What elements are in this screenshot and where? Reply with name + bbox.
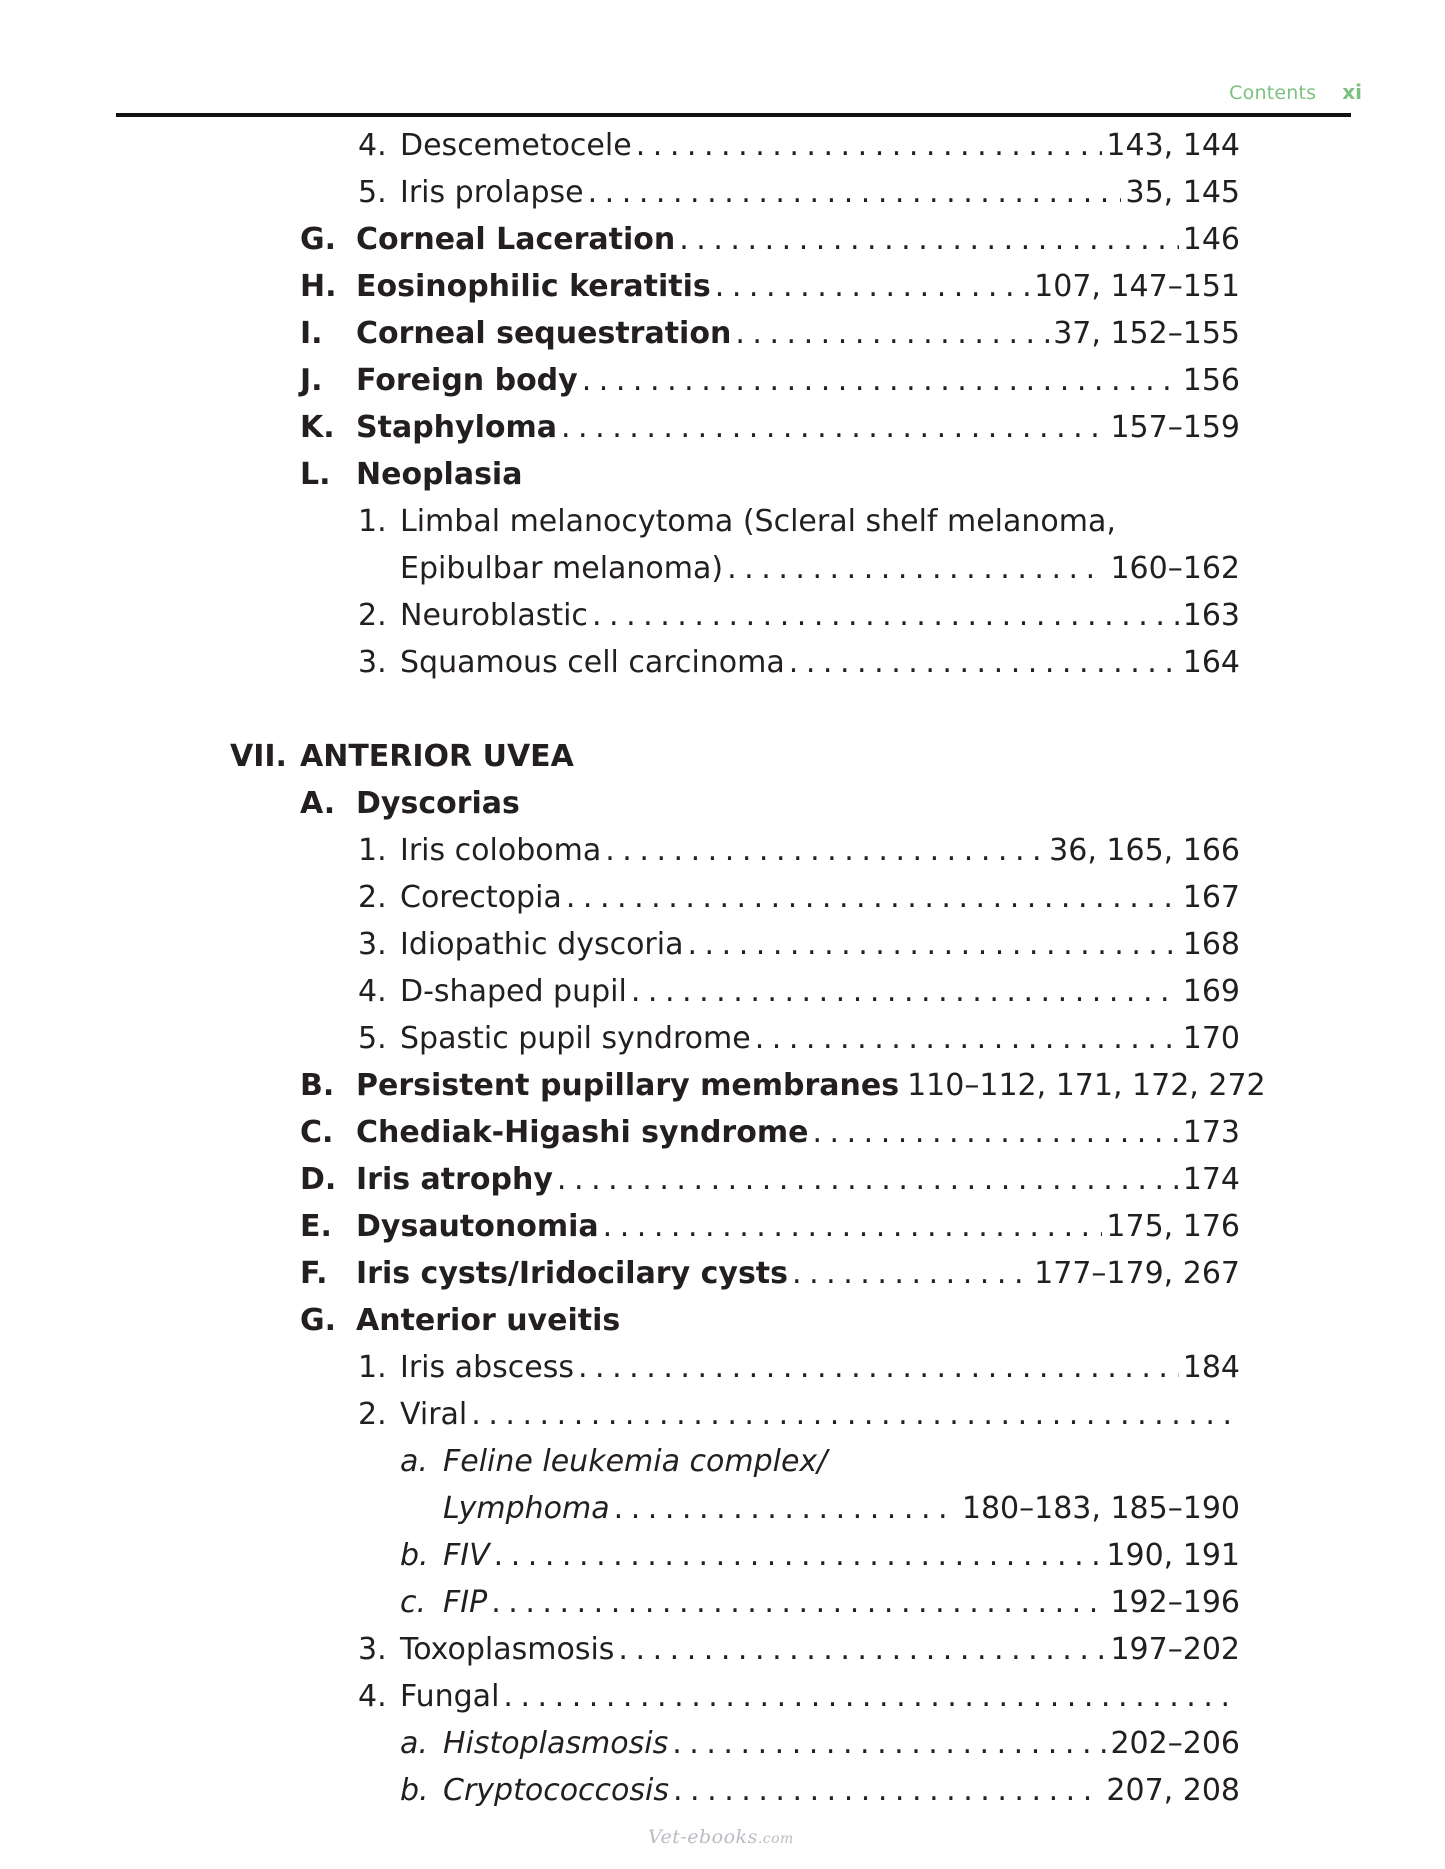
toc-entry	[358, 1674, 1240, 1720]
dot-leader	[636, 123, 1103, 169]
toc-entry-number: c.	[400, 1585, 427, 1620]
toc-entry	[300, 1157, 1240, 1203]
toc-entry-title: Iris prolapse	[400, 175, 584, 210]
toc-entry-title: Limbal melanocytoma (Scleral shelf melanoma,	[400, 504, 1116, 539]
toc-entry-title: Persistent pupillary membranes	[356, 1068, 900, 1103]
toc-entry-number: A.	[300, 786, 336, 821]
toc-entry	[300, 264, 1240, 310]
toc-entry-pages: 197–202	[1110, 1632, 1240, 1667]
toc-entry-pages: 169	[1182, 974, 1240, 1009]
toc-entry-title: FIV	[443, 1538, 490, 1573]
toc-entry-title: Neuroblastic	[400, 598, 588, 633]
toc-entry-title: Toxoplasmosis	[400, 1632, 615, 1667]
watermark-domain: .com	[757, 1831, 794, 1847]
toc-entry-number: 4.	[358, 1679, 387, 1714]
toc-entry	[400, 1439, 1240, 1485]
toc-entry	[300, 1063, 1266, 1109]
toc-entry	[358, 1392, 1240, 1438]
toc-entry-title: Eosinophilic keratitis	[356, 269, 711, 304]
toc-entry-number: 4.	[358, 974, 387, 1009]
toc-entry-title: Corneal sequestration	[356, 316, 732, 351]
toc-entry	[230, 734, 1240, 780]
toc-entry-number: D.	[300, 1162, 337, 1197]
toc-entry-pages: 164	[1182, 645, 1240, 680]
dot-leader	[715, 264, 1030, 310]
toc-entry-title: Squamous cell carcinoma	[400, 645, 785, 680]
toc-entry-title: Iris abscess	[400, 1350, 574, 1385]
toc-entry	[358, 170, 1240, 216]
toc-entry-number: L.	[300, 457, 331, 492]
dot-leader	[614, 1486, 958, 1532]
toc-entry-title: Viral	[400, 1397, 468, 1432]
dot-leader	[588, 170, 1122, 216]
toc-entry-number: 3.	[358, 927, 387, 962]
toc-entry	[400, 1768, 1240, 1814]
dot-leader	[578, 1345, 1179, 1391]
toc-entry-title: Iris cysts/Iridocilary cysts	[356, 1256, 788, 1291]
dot-leader	[603, 1204, 1103, 1250]
toc-entry-title: Corneal Laceration	[356, 222, 676, 257]
toc-entry	[358, 969, 1240, 1015]
toc-entry-pages: 192–196	[1110, 1585, 1240, 1620]
toc-entry	[400, 1721, 1240, 1767]
toc-entry-pages: 37, 152–155	[1053, 316, 1240, 351]
toc-entry	[300, 405, 1240, 451]
toc-entry-title: Dysautonomia	[356, 1209, 599, 1244]
toc-entry-pages: 170	[1182, 1021, 1240, 1056]
toc-entry-title: Corectopia	[400, 880, 562, 915]
toc-entry	[300, 1298, 1240, 1344]
toc-entry-title: Anterior uveitis	[356, 1303, 621, 1338]
toc-entry	[358, 593, 1240, 639]
toc-entry-title: Feline leukemia complex/	[443, 1444, 828, 1479]
toc-entry-pages: 163	[1182, 598, 1240, 633]
dot-leader	[503, 1674, 1236, 1720]
running-head-label: Contents	[1229, 82, 1317, 104]
toc-entry-pages: 190, 191	[1106, 1538, 1240, 1573]
toc-entry	[300, 358, 1240, 404]
toc-entry-title: D-shaped pupil	[400, 974, 627, 1009]
toc-entry	[400, 1533, 1240, 1579]
toc-entry-number: 1.	[358, 1350, 387, 1385]
toc-entry-number: B.	[300, 1068, 335, 1103]
toc-entry-pages: 160–162	[1110, 551, 1240, 586]
toc-entry	[300, 217, 1240, 263]
toc-entry	[300, 311, 1240, 357]
dot-leader	[592, 593, 1179, 639]
toc-entry-title: Fungal	[400, 1679, 500, 1714]
toc-entry-number: 5.	[358, 175, 387, 210]
toc-entry	[358, 123, 1240, 169]
toc-entry-pages: 156	[1182, 363, 1240, 398]
toc-entry-title: Descemetocele	[400, 128, 632, 163]
toc-entry-title: Iris coloboma	[400, 833, 602, 868]
toc-entry-title: FIP	[443, 1585, 488, 1620]
toc-entry-pages: 177–179, 267	[1034, 1256, 1240, 1291]
dot-leader	[557, 1157, 1179, 1203]
toc-entry-number: 1.	[358, 504, 387, 539]
dot-leader	[679, 217, 1179, 263]
watermark	[648, 1826, 794, 1848]
dot-leader	[566, 875, 1179, 921]
toc-entry-number: J.	[300, 363, 323, 398]
toc-entry	[358, 640, 1240, 686]
toc-entry-number: a.	[400, 1444, 428, 1479]
dot-leader	[631, 969, 1179, 1015]
dot-leader	[561, 405, 1106, 451]
dot-leader	[735, 311, 1049, 357]
toc-entry-pages: 207, 208	[1106, 1773, 1240, 1808]
toc-entry-number: 5.	[358, 1021, 387, 1056]
toc-entry	[358, 1016, 1240, 1062]
toc-entry-number: b.	[400, 1773, 429, 1808]
toc-entry-title: Chediak-Higashi syndrome	[356, 1115, 809, 1150]
toc-entry-number: 2.	[358, 880, 387, 915]
toc-entry	[358, 546, 1240, 592]
toc-entry	[300, 452, 1240, 498]
toc-entry-pages: 168	[1182, 927, 1240, 962]
toc-entry-pages: 157–159	[1110, 410, 1240, 445]
toc-entry-pages: 110–112, 171, 172, 272	[907, 1068, 1266, 1103]
toc-entry-number: 4.	[358, 128, 387, 163]
dot-leader	[792, 1251, 1030, 1297]
dot-leader	[618, 1627, 1106, 1673]
toc-entry-title: Spastic pupil syndrome	[400, 1021, 751, 1056]
toc-entry-pages: 202–206	[1110, 1726, 1240, 1761]
toc-entry	[358, 1345, 1240, 1391]
toc-entry-pages: 146	[1182, 222, 1240, 257]
dot-leader	[727, 546, 1106, 592]
running-head	[1229, 80, 1362, 110]
toc-entry-pages: 36, 165, 166	[1049, 833, 1240, 868]
toc-entry-number: E.	[300, 1209, 332, 1244]
toc-entry-number: C.	[300, 1115, 334, 1150]
toc-entry	[358, 922, 1240, 968]
toc-entry-title: Epibulbar melanoma)	[400, 551, 724, 586]
toc-entry-number: 2.	[358, 598, 387, 633]
toc-entry	[358, 828, 1240, 874]
toc-entry-title: Foreign body	[356, 363, 578, 398]
dot-leader	[789, 640, 1179, 686]
toc-entry-title: Histoplasmosis	[443, 1726, 669, 1761]
toc-entry	[400, 1580, 1240, 1626]
toc-entry-number: I.	[300, 316, 323, 351]
dot-leader	[672, 1721, 1106, 1767]
toc-entry-number: K.	[300, 410, 335, 445]
toc-entry-pages: 180–183, 185–190	[961, 1491, 1240, 1526]
toc-entry-number: VII.	[230, 739, 287, 774]
toc-entry-number: 2.	[358, 1397, 387, 1432]
toc-entry	[300, 1251, 1240, 1297]
dot-leader	[673, 1768, 1102, 1814]
toc-entry-number: 3.	[358, 645, 387, 680]
toc-entry-title: Dyscorias	[356, 786, 520, 821]
toc-entry-title: Iris atrophy	[356, 1162, 553, 1197]
toc-entry-number: G.	[300, 222, 337, 257]
toc-entry-number: H.	[300, 269, 337, 304]
dot-leader	[494, 1533, 1103, 1579]
toc-entry-title: Staphyloma	[356, 410, 557, 445]
dot-leader	[471, 1392, 1236, 1438]
toc-entry-title: Lymphoma	[443, 1491, 610, 1526]
toc-entry-pages: 175, 176	[1106, 1209, 1240, 1244]
toc-entry-number: 1.	[358, 833, 387, 868]
toc-entry-title: ANTERIOR UVEA	[300, 739, 574, 774]
toc-entry-number: G.	[300, 1303, 337, 1338]
dot-leader	[582, 358, 1179, 404]
toc-entry-title: Idiopathic dyscoria	[400, 927, 684, 962]
toc-entry-pages: 35, 145	[1125, 175, 1240, 210]
toc-entry-title: Cryptococcosis	[443, 1773, 669, 1808]
toc-entry-pages: 173	[1182, 1115, 1240, 1150]
watermark-name: Vet-ebooks	[648, 1826, 758, 1848]
dot-leader	[812, 1110, 1178, 1156]
toc-entry-title: Neoplasia	[356, 457, 523, 492]
dot-leader	[491, 1580, 1106, 1626]
toc-entry	[300, 1204, 1240, 1250]
toc-entry-pages: 167	[1182, 880, 1240, 915]
dot-leader	[755, 1016, 1179, 1062]
toc-entry-pages: 174	[1182, 1162, 1240, 1197]
toc-entry	[358, 1627, 1240, 1673]
page-number: xi	[1342, 80, 1362, 104]
toc-entry	[400, 1486, 1240, 1532]
dot-leader	[605, 828, 1045, 874]
dot-leader	[687, 922, 1178, 968]
toc-entry-number: b.	[400, 1538, 429, 1573]
toc-entry-pages: 184	[1182, 1350, 1240, 1385]
toc-entry	[358, 499, 1240, 545]
toc-entry-pages: 107, 147–151	[1034, 269, 1240, 304]
toc-entry-pages: 143, 144	[1106, 128, 1240, 163]
toc-entry-number: a.	[400, 1726, 428, 1761]
header-rule	[116, 113, 1351, 117]
toc-entry	[300, 1110, 1240, 1156]
toc-entry-number: 3.	[358, 1632, 387, 1667]
toc-entry	[358, 875, 1240, 921]
toc-entry-number: F.	[300, 1256, 328, 1291]
toc-entry	[300, 781, 1240, 827]
